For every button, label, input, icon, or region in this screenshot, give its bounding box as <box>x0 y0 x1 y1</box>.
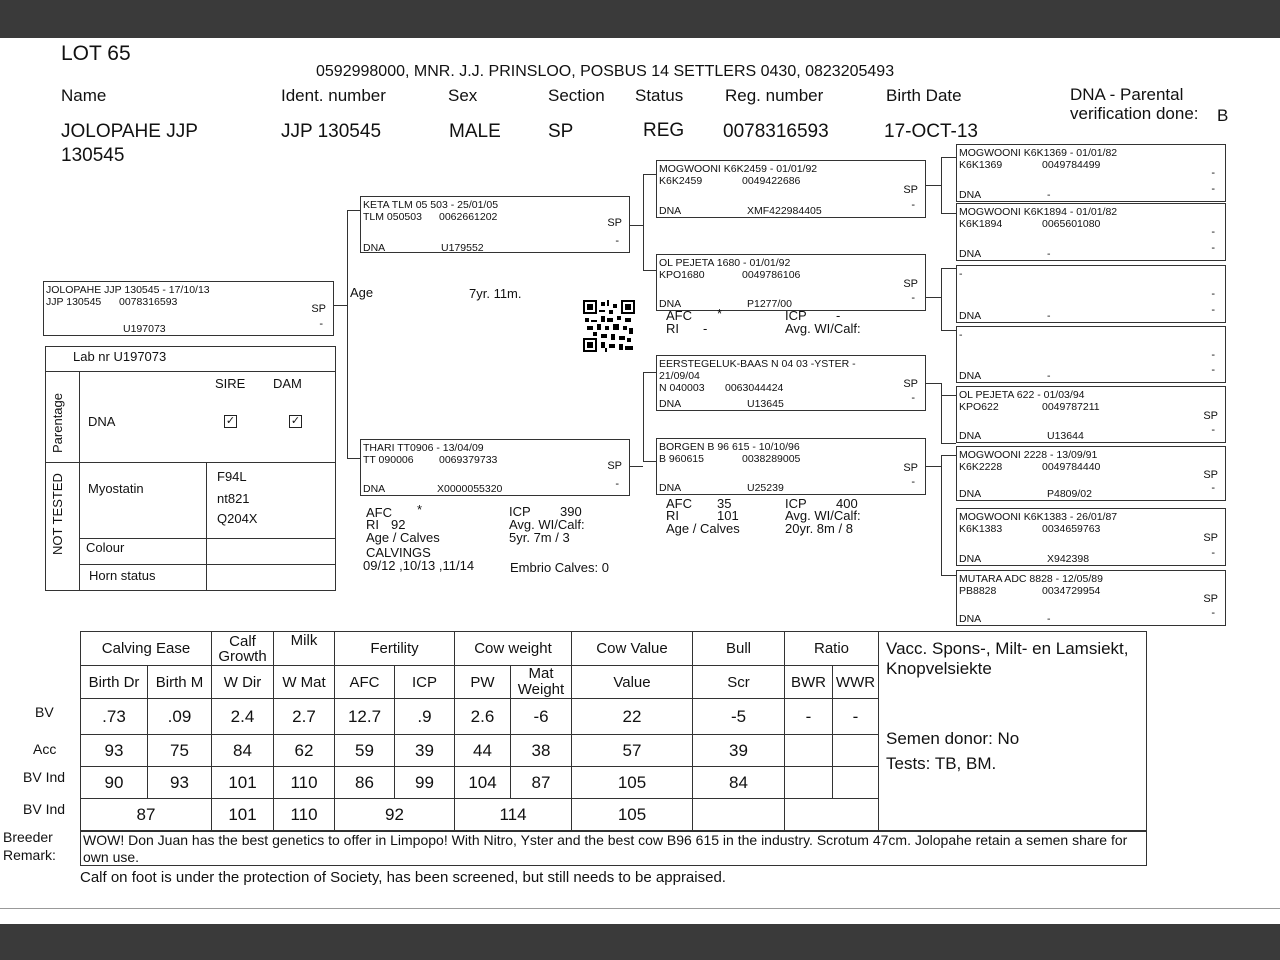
connector <box>643 372 644 462</box>
connector <box>941 268 942 330</box>
gp1-afc-label: AFC <box>666 308 692 323</box>
cell: - <box>833 699 879 735</box>
great-grandparent-1-dash: - <box>1211 183 1215 195</box>
not-tested-label: NOT TESTED <box>50 473 65 555</box>
row-label-bv: BV <box>35 704 54 720</box>
grandparent-3-box[interactable] <box>656 355 926 411</box>
connector <box>941 455 956 456</box>
breeding-values-table <box>80 631 879 831</box>
dam-avg: Avg. WI/Calf: <box>509 517 585 532</box>
dam-ri-label: RI <box>366 517 379 532</box>
connector <box>941 395 956 396</box>
great-grandparent-2-dash2: - <box>1211 226 1215 238</box>
lab-number: Lab nr U197073 <box>73 349 167 364</box>
cell: 84 <box>693 767 785 799</box>
animal-reg: 0078316593 <box>723 121 829 142</box>
grandparent-4-title: BORGEN B 96 615 - 10/10/96 <box>659 441 800 453</box>
vacc-text: Vacc. Spons-, Milt- en Lamsiekt, Knopvelsiekte <box>886 639 1129 678</box>
great-grandparent-6-title: MOGWOONI 2228 - 13/09/91 <box>959 449 1098 461</box>
grandparent-1-dash: - <box>911 199 915 211</box>
dam-icp-value: 390 <box>560 504 582 519</box>
grandparent-1-dna-label: DNA <box>659 205 682 217</box>
great-grandparent-7-box[interactable] <box>956 508 1226 566</box>
cell: 110 <box>274 767 335 799</box>
cell: 39 <box>693 735 785 767</box>
great-grandparent-1-dna: - <box>1047 189 1051 201</box>
connector <box>347 210 348 458</box>
great-grandparent-1-title: MOGWOONI K6K1369 - 01/01/82 <box>959 147 1118 159</box>
gp1-afc-value: * <box>717 306 723 321</box>
cell <box>833 735 879 767</box>
owner-info: 0592998000, MNR. J.J. PRINSLOO, POSBUS 14 SETTLERS 0430, 0823205493 <box>316 63 895 80</box>
animal-section: SP <box>548 121 574 142</box>
cell: 59 <box>335 735 395 767</box>
self-dna: U197073 <box>123 323 166 335</box>
myostatin-1: F94L <box>217 469 247 484</box>
cell: 84 <box>212 735 274 767</box>
great-grandparent-5-dash: - <box>1211 424 1215 436</box>
dam-dna: X0000055320 <box>437 483 503 495</box>
sub-birth-dr: Birth Dr <box>81 666 148 699</box>
great-grandparent-7-dna: X942398 <box>1047 553 1090 565</box>
connector <box>941 383 942 443</box>
grandparent-3-dna: U13645 <box>747 398 784 410</box>
header-dna-2: verification done: <box>1070 104 1199 123</box>
gp1-ri-label: RI <box>666 321 679 336</box>
grandparent-2-ident: KPO1680 <box>659 269 705 281</box>
dam-ident: TT 090006 <box>363 454 414 466</box>
gp4-afc-label: AFC <box>666 496 692 511</box>
cell: - <box>785 699 833 735</box>
group-cow-weight: Cow weight <box>455 632 572 666</box>
great-grandparent-7-dash: - <box>1211 547 1215 559</box>
connector <box>643 174 657 175</box>
gp4-ri-value: 101 <box>717 508 739 523</box>
grandparent-2-box[interactable] <box>656 254 926 311</box>
connector <box>629 466 643 467</box>
dam-calving-dates: 09/12 ,10/13 ,11/14 <box>363 558 475 573</box>
sire-ident: TLM 050503 <box>363 211 422 223</box>
cell: 87 <box>511 767 572 799</box>
lab-dna: DNA <box>88 414 116 429</box>
great-grandparent-5-ident: KPO622 <box>959 401 999 413</box>
great-grandparent-6-sp: SP <box>1203 469 1218 481</box>
great-grandparent-3-dash2: - <box>1211 288 1215 300</box>
pedigree-dam-box[interactable] <box>360 439 630 496</box>
grandparent-3-ident: N 040003 <box>659 382 705 394</box>
grandparent-4-dash: - <box>911 476 915 488</box>
sub-w-dir: W Dir <box>212 666 274 699</box>
connector <box>925 297 941 298</box>
pedigree-self-box[interactable] <box>43 281 334 336</box>
cell: 39 <box>395 735 455 767</box>
sub-mat-weight: Mat Weight <box>511 666 572 699</box>
cell: 2.6 <box>455 699 511 735</box>
group-calving-ease: Calving Ease <box>81 632 212 666</box>
footer-note: Calf on foot is under the protection of Society, has been screened, but still needs to be appraised. <box>80 869 726 886</box>
row-label-bvind2: BV Ind <box>23 801 66 817</box>
age-value: 7yr. 11m. <box>469 286 522 301</box>
breeder-label: Breeder <box>3 829 53 845</box>
great-grandparent-4-box[interactable] <box>956 326 1226 383</box>
grandparent-4-sp: SP <box>903 462 918 474</box>
great-grandparent-3-title: - <box>959 268 963 280</box>
grandparent-1-reg: 0049422686 <box>742 175 801 187</box>
great-grandparent-4-title: - <box>959 329 963 341</box>
cell: .09 <box>148 699 212 735</box>
great-grandparent-8-title: MUTARA ADC 8828 - 12/05/89 <box>959 573 1103 585</box>
dam-ri-value: 92 <box>391 517 406 532</box>
header-birth: Birth Date <box>886 86 962 105</box>
dam-agec-value: 5yr. 7m / 3 <box>509 530 570 545</box>
animal-name-1: JOLOPAHE JJP <box>61 121 198 142</box>
grandparent-2-dna-label: DNA <box>659 298 682 310</box>
cell: 110 <box>274 799 335 831</box>
lot-number: LOT 65 <box>61 42 131 65</box>
cell: 101 <box>212 799 274 831</box>
connector <box>643 372 657 373</box>
great-grandparent-4-dash: - <box>1211 364 1215 376</box>
cell: -6 <box>511 699 572 735</box>
cell: 92 <box>335 799 455 831</box>
connector <box>347 458 360 459</box>
cell: -5 <box>693 699 785 735</box>
connector <box>941 213 956 214</box>
gp4-avg: Avg. WI/Calf: <box>785 508 861 523</box>
top-bar <box>0 0 1280 38</box>
sire-dash: - <box>615 235 619 247</box>
pedigree-sire-box[interactable] <box>360 196 630 253</box>
gp1-icp-label: ICP <box>785 308 807 323</box>
great-grandparent-3-dna-label: DNA <box>959 310 982 322</box>
great-grandparent-5-sp: SP <box>1203 410 1218 422</box>
cell: 87 <box>81 799 212 831</box>
connector <box>643 270 657 271</box>
connector <box>925 185 941 186</box>
self-sp: SP <box>311 303 326 315</box>
sire-dna-label: DNA <box>363 242 386 254</box>
qr-code-icon <box>583 300 635 352</box>
cell: 2.4 <box>212 699 274 735</box>
cell <box>833 767 879 799</box>
header-name: Name <box>61 86 107 105</box>
great-grandparent-8-ident: PB8828 <box>959 585 997 597</box>
header-dna-1: DNA - Parental <box>1070 85 1184 104</box>
gp4-icp-value: 400 <box>836 496 858 511</box>
self-dash: - <box>319 318 323 330</box>
vaccination-panel <box>878 631 1147 831</box>
cell: 105 <box>572 799 693 831</box>
sub-w-mat: W Mat <box>274 666 335 699</box>
header-section: Section <box>548 86 605 105</box>
connector <box>925 383 941 384</box>
sub-value: Value <box>572 666 693 699</box>
great-grandparent-5-dna: U13644 <box>1047 430 1084 442</box>
sire-sp: SP <box>607 217 622 229</box>
great-grandparent-5-dna-label: DNA <box>959 430 982 442</box>
grandparent-2-sp: SP <box>903 278 918 290</box>
connector <box>941 268 956 269</box>
dam-afc-value: * <box>417 502 423 517</box>
connector <box>941 157 942 213</box>
header-dna-value: B <box>1217 106 1229 125</box>
great-grandparent-8-dna: - <box>1047 613 1051 625</box>
great-grandparent-3-dash: - <box>1211 304 1215 316</box>
animal-status: REG <box>643 120 685 141</box>
dam-dash: - <box>615 478 619 490</box>
group-bull: Bull <box>693 632 785 666</box>
dam-afc-label: AFC <box>366 505 392 520</box>
cell <box>785 767 833 799</box>
grandparent-4-ident: B 960615 <box>659 453 704 465</box>
great-grandparent-1-ident: K6K1369 <box>959 159 1003 171</box>
sire-title: KETA TLM 05 503 - 25/01/05 <box>363 199 499 211</box>
great-grandparent-7-dna-label: DNA <box>959 553 982 565</box>
header-status: Status <box>635 86 684 105</box>
header-reg: Reg. number <box>725 86 824 105</box>
cell: 75 <box>148 735 212 767</box>
connector <box>643 174 644 270</box>
sub-scr: Scr <box>693 666 785 699</box>
great-grandparent-4-dna: - <box>1047 370 1051 382</box>
connector <box>941 575 956 576</box>
semen-donor: Semen donor: No <box>886 729 1020 748</box>
great-grandparent-6-ident: K6K2228 <box>959 461 1003 473</box>
animal-name-2: 130545 <box>61 145 125 166</box>
grandparent-4-reg: 0038289005 <box>742 453 801 465</box>
great-grandparent-2-box[interactable] <box>956 203 1226 261</box>
grandparent-1-ident: K6K2459 <box>659 175 703 187</box>
grandparent-4-dna-label: DNA <box>659 482 682 494</box>
sub-pw: PW <box>455 666 511 699</box>
grandparent-3-reg: 0063044424 <box>725 382 784 394</box>
connector <box>629 225 643 226</box>
great-grandparent-8-reg: 0034729954 <box>1042 585 1101 597</box>
great-grandparent-6-dash: - <box>1211 482 1215 494</box>
cell: 90 <box>81 767 148 799</box>
grandparent-2-title: OL PEJETA 1680 - 01/01/92 <box>659 257 791 269</box>
dam-calvings: CALVINGS <box>366 545 431 560</box>
gp1-ri-value: - <box>703 321 708 336</box>
dam-dna-checkbox[interactable]: ✓ <box>290 415 301 427</box>
connector <box>941 443 956 444</box>
great-grandparent-3-dna: - <box>1047 310 1051 322</box>
great-grandparent-8-box[interactable] <box>956 570 1226 626</box>
lab-sire: SIRE <box>215 376 246 391</box>
great-grandparent-4-dash2: - <box>1211 349 1215 361</box>
cell: 22 <box>572 699 693 735</box>
connector <box>347 210 360 211</box>
cell: .73 <box>81 699 148 735</box>
header-sex: Sex <box>448 86 478 105</box>
animal-sex: MALE <box>449 121 501 142</box>
cell: 101 <box>212 767 274 799</box>
dam-title: THARI TT0906 - 13/04/09 <box>363 442 484 454</box>
sub-wwr: WWR <box>833 666 879 699</box>
grandparent-1-sp: SP <box>903 184 918 196</box>
row-acc <box>81 735 879 767</box>
cell: 105 <box>572 767 693 799</box>
cell: .9 <box>395 699 455 735</box>
lab-dam: DAM <box>273 376 302 391</box>
cell: 2.7 <box>274 699 335 735</box>
gp4-icp-label: ICP <box>785 496 807 511</box>
great-grandparent-6-reg: 0049784440 <box>1042 461 1101 473</box>
grandparent-3-title: EERSTEGELUK-BAAS N 04 03 -YSTER - <box>659 358 856 370</box>
sire-dna: U179552 <box>441 242 484 254</box>
group-milk: Milk <box>274 632 335 666</box>
gp4-agec-value: 20yr. 8m / 8 <box>785 521 853 536</box>
great-grandparent-8-dna-label: DNA <box>959 613 982 625</box>
cell: 104 <box>455 767 511 799</box>
cell: 38 <box>511 735 572 767</box>
connector <box>941 330 956 331</box>
great-grandparent-7-reg: 0034659763 <box>1042 523 1101 535</box>
breeder-remark: WOW! Don Juan has the best genetics to offer in Limpopo! With Nitro, Yster and the best cow B96 615 in the industry. Scrotum 47cm. Jolopahe retain a semen share for own use. <box>80 831 1147 866</box>
cell <box>785 799 879 831</box>
myostatin-2: nt821 <box>217 491 250 506</box>
great-grandparent-5-title: OL PEJETA 622 - 01/03/94 <box>959 389 1085 401</box>
gp1-icp-value: - <box>836 308 841 323</box>
animal-ident: JJP 130545 <box>281 121 382 142</box>
great-grandparent-8-sp: SP <box>1203 593 1218 605</box>
row-label-bvind: BV Ind <box>23 769 66 785</box>
divider <box>0 908 1280 909</box>
dam-agec: Age / Calves <box>366 530 440 545</box>
connector <box>333 305 347 306</box>
cell: 12.7 <box>335 699 395 735</box>
cell <box>693 799 785 831</box>
great-grandparent-2-ident: K6K1894 <box>959 218 1003 230</box>
grandparent-3-dash: - <box>911 392 915 404</box>
great-grandparent-1-dash2: - <box>1211 167 1215 179</box>
great-grandparent-7-sp: SP <box>1203 532 1218 544</box>
grandparent-4-dna: U25239 <box>747 482 784 494</box>
self-reg: 0078316593 <box>119 296 178 308</box>
row-bv <box>81 699 879 735</box>
great-grandparent-2-title: MOGWOONI K6K1894 - 01/01/82 <box>959 206 1118 218</box>
great-grandparent-4-dna-label: DNA <box>959 370 982 382</box>
sub-bwr: BWR <box>785 666 833 699</box>
grandparent-4-box[interactable] <box>656 438 926 495</box>
animal-birth: 17-OCT-13 <box>884 121 978 142</box>
cell: 44 <box>455 735 511 767</box>
grandparent-1-dna: XMF422984405 <box>747 205 822 217</box>
great-grandparent-6-dna-label: DNA <box>959 488 982 500</box>
sub-afc: AFC <box>335 666 395 699</box>
tests: Tests: TB, BM. <box>886 754 997 773</box>
great-grandparent-7-title: MOGWOONI K6K1383 - 26/01/87 <box>959 511 1118 523</box>
myostatin-3: Q204X <box>217 511 258 526</box>
lab-panel <box>45 346 336 591</box>
grandparent-1-box[interactable] <box>656 160 926 218</box>
cell: 93 <box>81 735 148 767</box>
age-label: Age <box>350 285 374 300</box>
sub-birth-m: Birth M <box>148 666 212 699</box>
great-grandparent-1-box[interactable] <box>956 144 1226 202</box>
connector <box>643 461 657 462</box>
cell: 57 <box>572 735 693 767</box>
gp4-ri-label: RI <box>666 508 679 523</box>
great-grandparent-2-dna: - <box>1047 248 1051 260</box>
grandparent-2-dna: P1277/00 <box>747 298 792 310</box>
horn-status-label: Horn status <box>89 568 156 583</box>
group-calf-growth: Calf Growth <box>212 632 274 666</box>
grandparent-2-dash: - <box>911 292 915 304</box>
group-ratio: Ratio <box>785 632 879 666</box>
group-fertility: Fertility <box>335 632 455 666</box>
cell: 86 <box>335 767 395 799</box>
great-grandparent-3-box[interactable] <box>956 265 1226 323</box>
group-cow-value: Cow Value <box>572 632 693 666</box>
sire-dna-checkbox[interactable]: ✓ <box>225 415 236 427</box>
great-grandparent-6-box[interactable] <box>956 446 1226 501</box>
great-grandparent-2-dash: - <box>1211 242 1215 254</box>
gp4-agec: Age / Calves <box>666 521 740 536</box>
great-grandparent-6-dna: P4809/02 <box>1047 488 1092 500</box>
cell: 99 <box>395 767 455 799</box>
grandparent-3-title2: 21/09/04 <box>659 370 700 382</box>
great-grandparent-2-dna-label: DNA <box>959 248 982 260</box>
cell <box>785 735 833 767</box>
grandparent-3-sp: SP <box>903 378 918 390</box>
grandparent-1-title: MOGWOONI K6K2459 - 01/01/92 <box>659 163 818 175</box>
grandparent-3-dna-label: DNA <box>659 398 682 410</box>
remark-label: Remark: <box>3 847 56 863</box>
dam-embrio: Embrio Calves: 0 <box>510 560 609 575</box>
connector <box>941 157 956 158</box>
cell: 93 <box>148 767 212 799</box>
parentage-label: Parentage <box>50 393 65 453</box>
header-ident: Ident. number <box>281 86 386 105</box>
row-label-acc: Acc <box>33 741 57 757</box>
dam-sp: SP <box>607 460 622 472</box>
cell: 114 <box>455 799 572 831</box>
colour-label: Colour <box>86 540 125 555</box>
myostatin-label: Myostatin <box>88 481 144 496</box>
great-grandparent-1-reg: 0049784499 <box>1042 159 1101 171</box>
gp1-avg: Avg. WI/Calf: <box>785 321 861 336</box>
gp4-afc-value: 35 <box>717 496 732 511</box>
self-ident: JJP 130545 <box>46 296 102 308</box>
self-title: JOLOPAHE JJP 130545 - 17/10/13 <box>46 284 210 296</box>
sub-icp: ICP <box>395 666 455 699</box>
great-grandparent-1-dna-label: DNA <box>959 189 982 201</box>
great-grandparent-5-box[interactable] <box>956 386 1226 443</box>
great-grandparent-8-dash: - <box>1211 607 1215 619</box>
grandparent-2-reg: 0049786106 <box>742 269 801 281</box>
bottom-bar <box>0 924 1280 960</box>
great-grandparent-5-reg: 0049787211 <box>1042 401 1100 413</box>
dam-dna-label: DNA <box>363 483 386 495</box>
great-grandparent-7-ident: K6K1383 <box>959 523 1003 535</box>
great-grandparent-2-reg: 0065601080 <box>1042 218 1101 230</box>
row-bvind2 <box>81 799 879 831</box>
connector <box>941 455 942 575</box>
cell: 62 <box>274 735 335 767</box>
dam-icp-label: ICP <box>509 504 531 519</box>
connector <box>925 466 941 467</box>
dam-reg: 0069379733 <box>439 454 498 466</box>
row-bvind <box>81 767 879 799</box>
sire-reg: 0062661202 <box>439 211 498 223</box>
